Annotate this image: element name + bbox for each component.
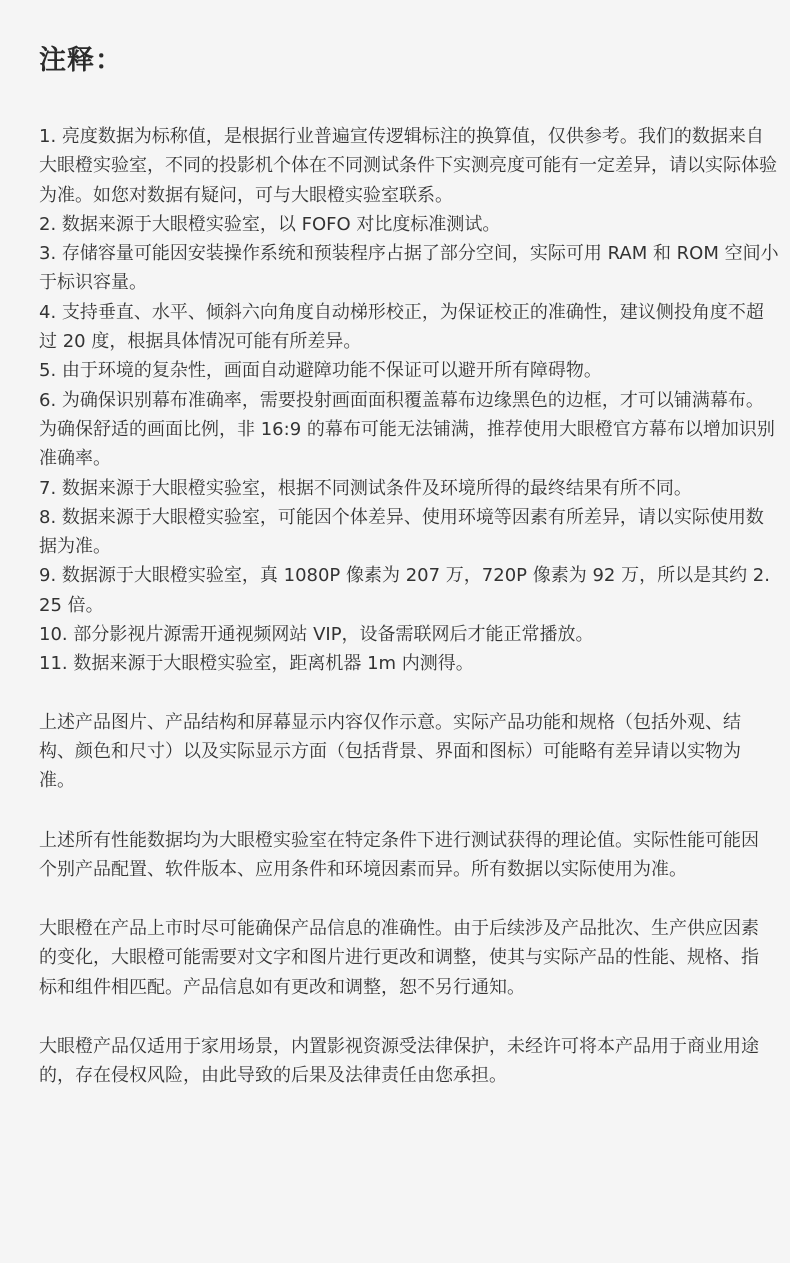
- disclaimer-paragraph-images: 上述产品图片、产品结构和屏幕显示内容仅作示意。实际产品功能和规格（包括外观、结构、颜色和尺寸）以及实际显示方面（包括背景、界面和图标）可能略有差异请以实物为准。: [39, 711, 741, 792]
- note-item-8: 8. 数据来源于大眼橙实验室，可能因个体差异、使用环境等因素有所差异，请以实际使用数据为准。: [39, 506, 764, 558]
- page-title: 注释：: [39, 45, 123, 76]
- note-item-3: 3. 存储容量可能因安装操作系统和预装程序占据了部分空间，实际可用 RAM 和 ROM 空间小于标识容量。: [39, 243, 779, 294]
- note-item-6: 6. 为确保识别幕布准确率，需要投射画面面积覆盖幕布边缘黑色的边框，才可以铺满幕布。为确保舒适的画面比例，非 16:9 的幕布可能无法铺满，推荐使用大眼橙官方幕布以增加识别准确率。: [39, 389, 775, 470]
- disclaimer-paragraph-performance: 上述所有性能数据均为大眼橙实验室在特定条件下进行测试获得的理论值。实际性能可能因个别产品配置、软件版本、应用条件和环境因素而异。所有数据以实际使用为准。: [39, 829, 759, 880]
- note-item-5: 5. 由于环境的复杂性，画面自动避障功能不保证可以避开所有障碍物。: [39, 360, 602, 382]
- notes-list: [39, 122, 779, 679]
- note-item-9: 9. 数据源于大眼橙实验室，真 1080P 像素为 207 万，720P 像素为 92 万，所以是其约 2.25 倍。: [39, 565, 770, 616]
- note-item-4: 4. 支持垂直、水平、倾斜六向角度自动梯形校正，为保证校正的准确性，建议侧投角度不超过 20 度，根据具体情况可能有所差异。: [39, 301, 764, 353]
- note-item-7: 7. 数据来源于大眼橙实验室，根据不同测试条件及环境所得的最终结果有所不同。: [39, 477, 692, 499]
- note-item-11: 11. 数据来源于大眼橙实验室，距离机器 1m 内测得。: [39, 653, 474, 675]
- disclaimer-paragraph-usage: 大眼橙产品仅适用于家用场景，内置影视资源受法律保护，未经许可将本产品用于商业用途的，存在侵权风险，由此导致的后果及法律责任由您承担。: [39, 1036, 759, 1087]
- note-item-2: 2. 数据来源于大眼橙实验室，以 FOFO 对比度标准测试。: [39, 213, 501, 235]
- note-item-1: 1. 亮度数据为标称值，是根据行业普遍宣传逻辑标注的换算值，仅供参考。我们的数据来自大眼橙实验室，不同的投影机个体在不同测试条件下实测亮度可能有一定差异，请以实际体验为准。如您对数据有疑问，可与大眼橙实验室联系。: [39, 126, 777, 206]
- disclaimer-paragraph-accuracy: 大眼橙在产品上市时尽可能确保产品信息的准确性。由于后续涉及产品批次、生产供应因素的变化，大眼橙可能需要对文字和图片进行更改和调整，使其与实际产品的性能、规格、指标和组件相匹配。产品信息如有更改和调整，恕不另行通知。: [39, 918, 759, 998]
- note-item-10: 10. 部分影视片源需开通视频网站 VIP，设备需联网后才能正常播放。: [39, 624, 594, 646]
